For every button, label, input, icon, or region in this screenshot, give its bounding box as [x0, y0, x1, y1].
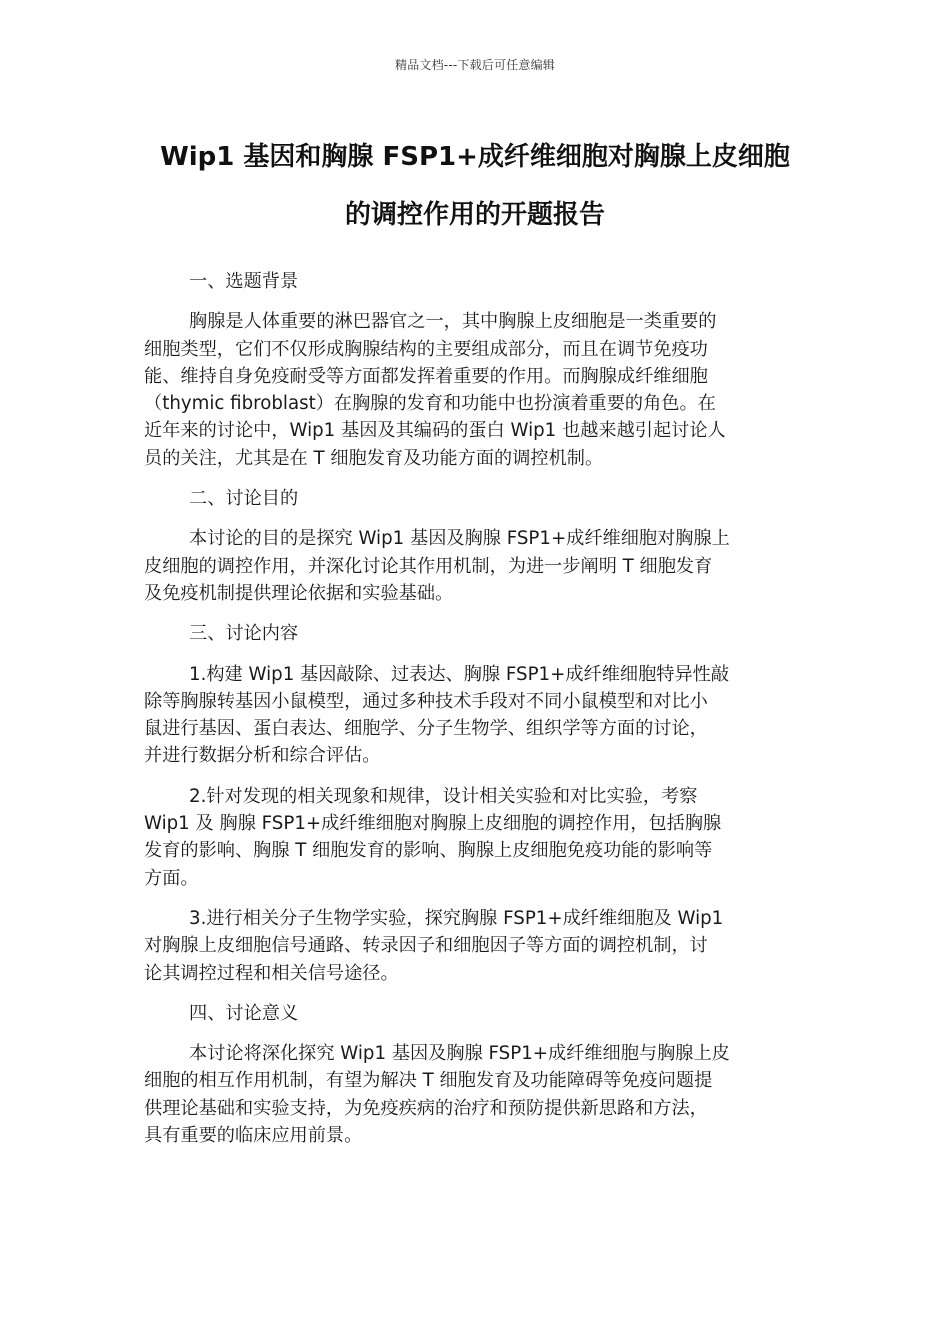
paragraph	[144, 661, 806, 770]
paragraph-line: 除等胸腺转基因小鼠模型，通过多种技术手段对不同小鼠模型和对比小	[144, 690, 708, 712]
document-body	[144, 268, 806, 1162]
paragraph-line: 3.进行相关分子生物学实验，探究胸腺 FSP1+成纤维细胞及 Wip1	[189, 907, 724, 929]
paragraph	[144, 905, 806, 987]
paragraph-line: 胸腺是人体重要的淋巴器官之一，其中胸腺上皮细胞是一类重要的	[189, 311, 717, 333]
section-heading: 二、讨论目的	[189, 488, 299, 510]
title-line-2: 的调控作用的开题报告	[344, 200, 605, 230]
paragraph	[144, 783, 806, 892]
paragraph-line: （thymic fibroblast）在胸腺的发育和功能中也扮演着重要的角色。在	[144, 393, 716, 415]
paragraph-line: 及免疫机制提供理论依据和实验基础。	[144, 582, 454, 604]
section-heading: 三、讨论内容	[189, 623, 299, 645]
paragraph-line: 细胞的相互作用机制，有望为解决 T 细胞发育及功能障碍等免疫问题提	[144, 1070, 713, 1092]
paragraph	[144, 308, 806, 472]
paragraph-line: 对胸腺上皮细胞信号通路、转录因子和细胞因子等方面的调控机制，讨	[144, 935, 708, 957]
title-line-1: Wip1 基因和胸腺 FSP1+成纤维细胞对胸腺上皮细胞	[160, 142, 790, 172]
paragraph-line: 皮细胞的调控作用，并深化讨论其作用机制，为进一步阐明 T 细胞发育	[144, 555, 713, 577]
paragraph-line: 鼠进行基因、蛋白表达、细胞学、分子生物学、组织学等方面的讨论，	[144, 718, 708, 740]
paragraph-line: 本讨论的目的是探究 Wip1 基因及胸腺 FSP1+成纤维细胞对胸腺上	[189, 528, 730, 550]
paragraph-line: 供理论基础和实验支持，为免疫疾病的治疗和预防提供新思路和方法，	[144, 1097, 708, 1119]
paragraph-line: 本讨论将深化探究 Wip1 基因及胸腺 FSP1+成纤维细胞与胸腺上皮	[189, 1043, 730, 1065]
paragraph-line: Wip1 及 胸腺 FSP1+成纤维细胞对胸腺上皮细胞的调控作用，包括胸腺	[144, 813, 722, 835]
paragraph-line: 细胞类型，它们不仅形成胸腺结构的主要组成部分，而且在调节免疫功	[144, 338, 708, 360]
section-heading: 四、讨论意义	[189, 1002, 299, 1024]
paragraph-line: 员的关注，尤其是在 T 细胞发育及功能方面的调控机制。	[144, 447, 604, 469]
section-heading: 一、选题背景	[189, 271, 299, 292]
paragraph-line: 具有重要的临床应用前景。	[144, 1125, 363, 1147]
paragraph-line: 方面。	[144, 867, 199, 889]
document-title	[120, 128, 830, 244]
paragraph-line: 论其调控过程和相关信号途径。	[144, 962, 399, 984]
paragraph-line: 能、维持自身免疫耐受等方面都发挥着重要的作用。而胸腺成纤维细胞	[144, 365, 708, 387]
paragraph-line: 近年来的讨论中，Wip1 基因及其编码的蛋白 Wip1 也越来越引起讨论人	[144, 420, 726, 442]
paragraph-line: 并进行数据分析和综合评估。	[144, 745, 381, 767]
header-note: 精品文档---下载后可任意编辑	[395, 58, 555, 72]
paragraph	[144, 525, 806, 607]
paragraph	[144, 1040, 806, 1149]
paragraph-line: 2.针对发现的相关现象和规律，设计相关实验和对比实验，考察	[189, 785, 698, 807]
paragraph-line: 发育的影响、胸腺 T 细胞发育的影响、胸腺上皮细胞免疫功能的影响等	[144, 840, 713, 862]
paragraph-line: 1.构建 Wip1 基因敲除、过表达、胸腺 FSP1+成纤维细胞特异性敲	[189, 663, 730, 685]
